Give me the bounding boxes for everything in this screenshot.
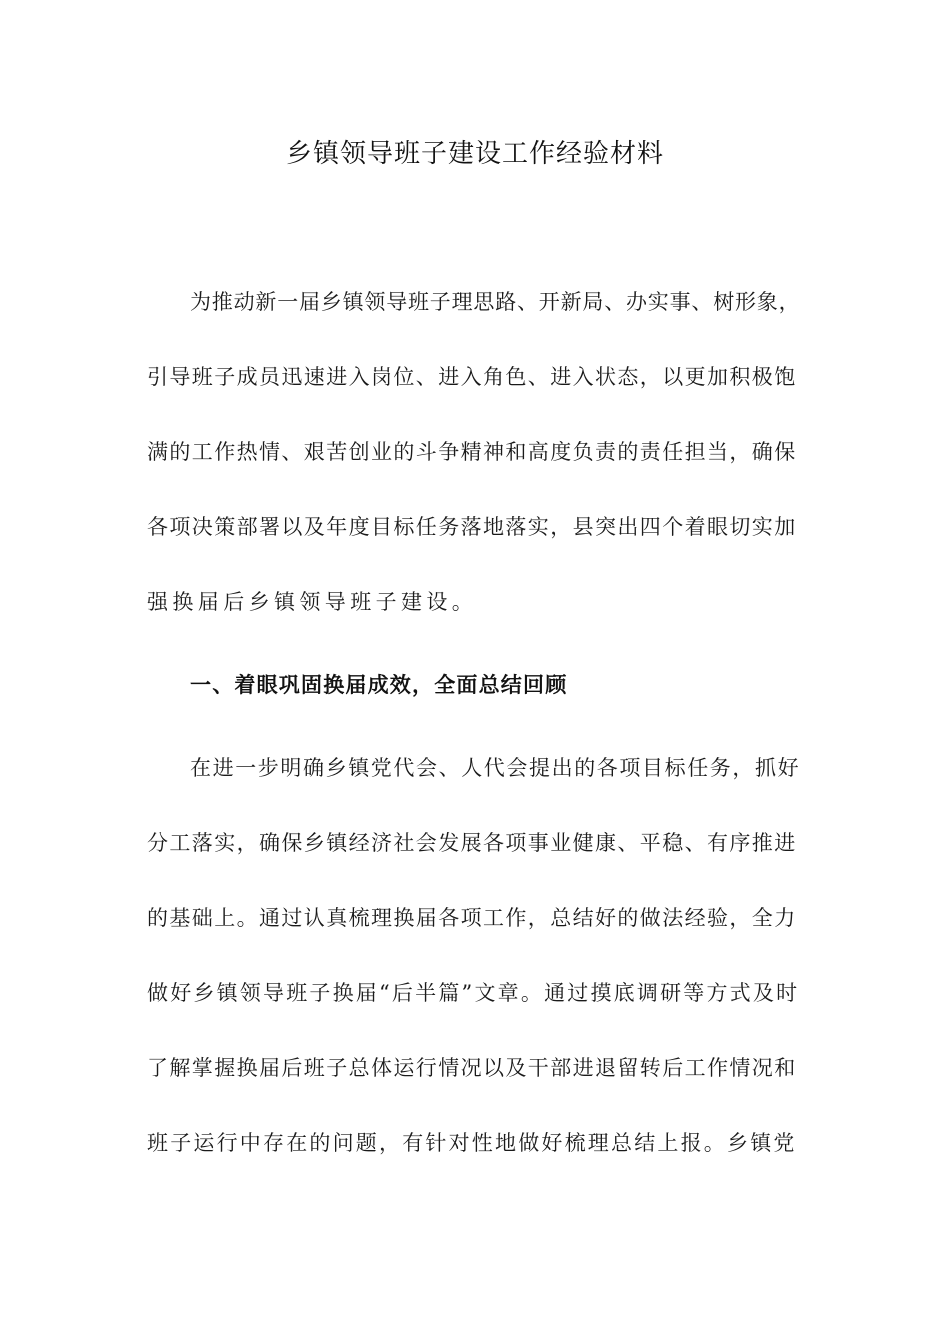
document-title: 乡镇领导班子建设工作经验材料 [285,139,664,169]
section-1-line-4: 做好乡镇领导班子换届“后半篇”文章。通过摸底调研等方式及时 [147,981,800,1005]
section-1-heading: 一、着眼巩固换届成效，全面总结回顾 [190,673,568,697]
intro-line-3: 满的工作热情、艰苦创业的斗争精神和高度负责的责任担当，确保 [147,440,797,464]
section-1-line-6: 班子运行中存在的问题，有针对性地做好梳理总结上报。乡镇党 [147,1131,797,1155]
section-1-line-2: 分工落实，确保乡镇经济社会发展各项事业健康、平稳、有序推进 [147,831,797,855]
section-1-line-3: 的基础上。通过认真梳理换届各项工作，总结好的做法经验，全力 [147,906,797,930]
section-1-line-5: 了解掌握换届后班子总体运行情况以及干部进退留转后工作情况和 [147,1056,797,1080]
intro-line-2: 引导班子成员迅速进入岗位、进入角色、进入状态，以更加积极饱 [147,365,797,389]
intro-line-4: 各项决策部署以及年度目标任务落地落实，县突出四个着眼切实加 [147,515,797,539]
intro-line-5: 强换届后乡镇领导班子建设。 [147,590,478,614]
intro-line-1: 为推动新一届乡镇领导班子理思路、开新局、办实事、树形象， [190,290,801,314]
section-1-line-1: 在进一步明确乡镇党代会、人代会提出的各项目标任务，抓好 [190,756,801,780]
